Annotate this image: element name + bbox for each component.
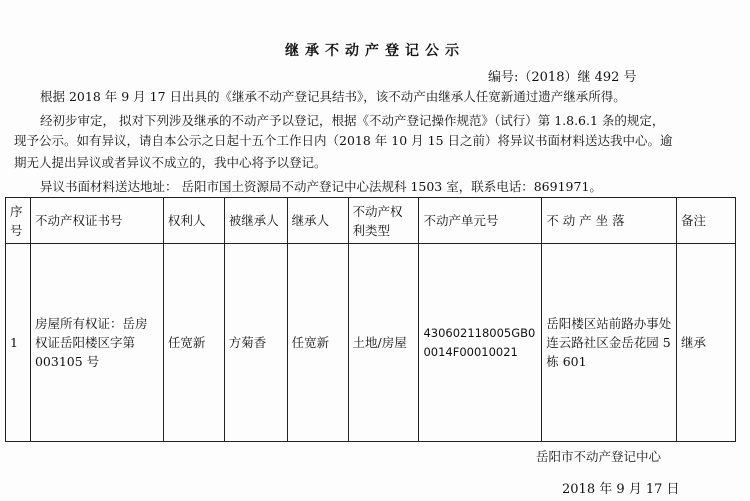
header-location: 不 动 产 坐 落 [542,198,677,244]
document-title: 继承不动产登记公示 [285,43,465,59]
cell-no: 1 [6,244,31,442]
cell-owner: 任宽新 [163,244,224,442]
registration-table [5,197,736,442]
header-unit: 不动产单元号 [419,198,542,244]
paragraph-basis: 根据 2018 年 9 月 17 日出具的《继承不动产登记具结书》，该不动产由继承人任宽新通过遗产继承所得。 [40,89,626,104]
cell-type: 土地/房屋 [348,244,419,442]
cell-location: 岳阳楼区站前路办事处连云路社区金岳花园 5 栋 601 [542,244,677,442]
document-number: 编号:（2018）继 492 号 [488,70,637,85]
header-type: 不动产权利类型 [348,198,419,244]
table-header-row [6,198,736,244]
cell-note: 继承 [677,244,736,442]
header-note: 备注 [677,198,736,244]
paragraph-objection-address: 异议书面材料送达地址： 岳阳市国土资源局不动产登记中心法规科 1503 室，联系电话：8691971。 [40,179,602,194]
header-owner: 权利人 [163,198,224,244]
header-cert: 不动产权证书号 [30,198,163,244]
paragraph-review-line3: 期无人提出异议或者异议不成立的，我中心将予以登记。 [14,155,327,170]
header-no: 序号 [6,198,31,244]
issue-date: 2018 年 9 月 17 日 [562,482,680,497]
cell-decedent: 方菊香 [224,244,287,442]
cell-heir: 任宽新 [287,244,348,442]
table-row [6,244,736,442]
paragraph-review-line1: 经初步审定， 拟对下列涉及继承的不动产予以登记，根据《不动产登记操作规范》（试行）第 1.8.6.1 条的规定， [40,113,665,128]
issuing-organization: 岳阳市不动产登记中心 [536,449,662,464]
header-decedent: 被继承人 [224,198,287,244]
cell-cert: 房屋所有权证：岳房权证岳阳楼区字第 003105 号 [30,244,163,442]
cell-unit: 430602118005GB00014F00010021 [419,244,542,442]
header-heir: 继承人 [287,198,348,244]
paragraph-review-line2: 现予公示。如有异议，请自本公示之日起十五个工作日内（2018 年 10 月 15 日之前）将异议书面材料送达我中心。逾 [14,133,673,148]
